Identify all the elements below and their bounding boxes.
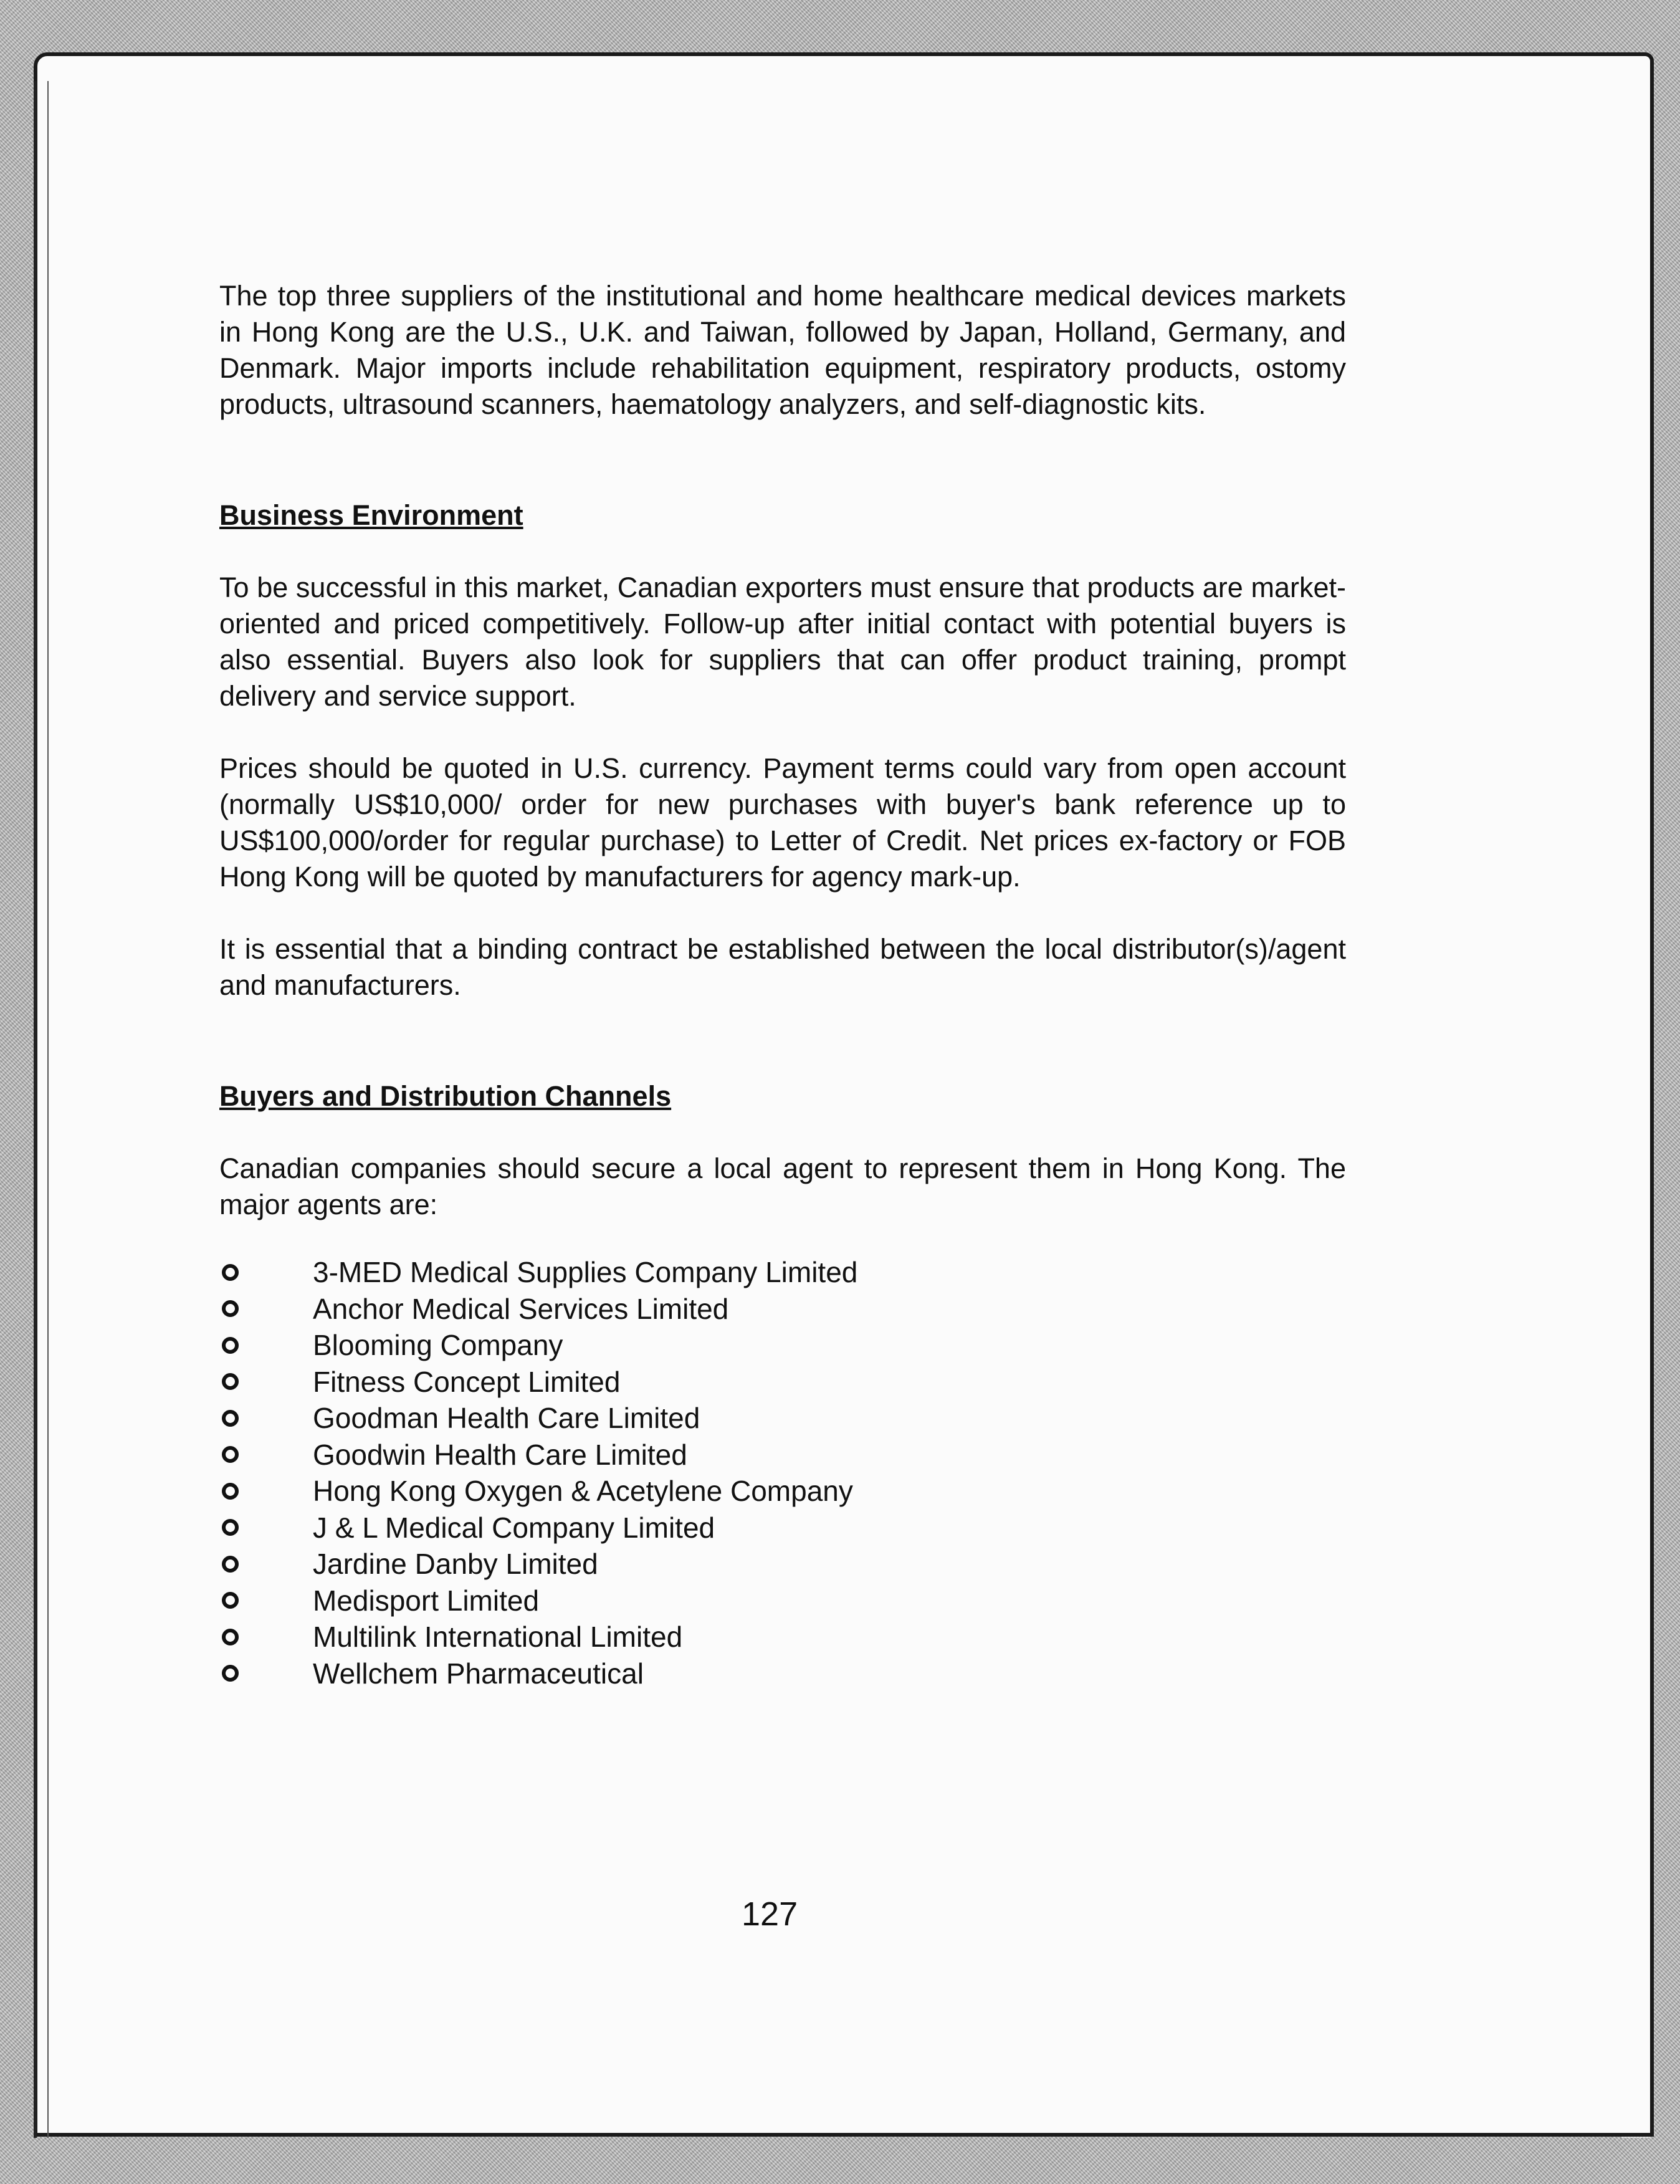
list-item [219,1364,1346,1401]
business-environment-heading: Business Environment [219,499,523,531]
business-paragraph-1: To be successful in this market, Canadian exporters must ensure that products are market-oriented and priced competitively. Follow-up after initial contact with potential buyers is also essential. Buyers also look for suppliers that can offer product training, prompt delivery and service support. [219,572,1346,712]
list-item [219,1254,1346,1291]
bullet-icon [219,1592,313,1609]
list-item [219,1510,1346,1546]
agent-name: Goodwin Health Care Limited [313,1438,687,1471]
agent-name: Anchor Medical Services Limited [313,1292,729,1325]
list-item [219,1619,1346,1655]
page-number: 127 [742,1895,798,1933]
business-paragraph-2: Prices should be quoted in U.S. currency. Payment terms could vary from open account (normally US$10,000/ order for new purchases with buyer's bank reference up to US$100,000/order for regular purchase) to Letter of Credit. Net prices ex-factory or FOB Hong Kong will be quoted by manufacturers for agency mark-up. [219,752,1346,893]
agent-name: J & L Medical Company Limited [313,1511,715,1544]
list-item [219,1583,1346,1619]
buyers-distribution-heading: Buyers and Distribution Channels [219,1080,672,1112]
agent-name: Jardine Danby Limited [313,1548,598,1580]
bullet-icon [219,1300,313,1317]
agent-name: 3-MED Medical Supplies Company Limited [313,1256,858,1288]
agent-name: Wellchem Pharmaceutical [313,1657,644,1690]
agent-name: Medisport Limited [313,1584,540,1617]
bullet-icon [219,1337,313,1354]
bullet-icon [219,1519,313,1536]
agent-name: Multilink International Limited [313,1621,683,1653]
business-paragraph-3: It is essential that a binding contract be established between the local distributor(s)/agent and manufacturers. [219,933,1346,1001]
agent-name: Blooming Company [313,1329,563,1361]
list-item [219,1655,1346,1692]
list-item [219,1437,1346,1473]
bullet-icon [219,1665,313,1682]
bullet-icon [219,1410,313,1427]
list-item [219,1546,1346,1583]
bullet-icon [219,1556,313,1573]
agent-name: Hong Kong Oxygen & Acetylene Company [313,1475,853,1507]
list-item [219,1291,1346,1328]
intro-paragraph: The top three suppliers of the institutional and home healthcare medical devices markets in Hong Kong are the U.S., U.K. and Taiwan, followed by Japan, Holland, Germany, and Denmark. Major imports include rehabilitation equipment, respiratory products, ostomy products, ultrasound scanners, haematology analyzers, and self-diagnostic kits. [219,280,1346,420]
buyers-paragraph: Canadian companies should secure a local agent to represent them in Hong Kong. The major agents are: [219,1152,1346,1220]
list-item [219,1473,1346,1510]
bullet-icon [219,1446,313,1463]
bullet-icon [219,1483,313,1500]
agent-list [219,1254,1346,1692]
list-item [219,1400,1346,1437]
bullet-icon [219,1264,313,1281]
bullet-icon [219,1629,313,1645]
agent-name: Goodman Health Care Limited [313,1402,700,1434]
list-item [219,1327,1346,1364]
agent-name: Fitness Concept Limited [313,1365,621,1398]
document-content [219,278,1346,1692]
binding-edge [34,81,49,2138]
bullet-icon [219,1373,313,1390]
